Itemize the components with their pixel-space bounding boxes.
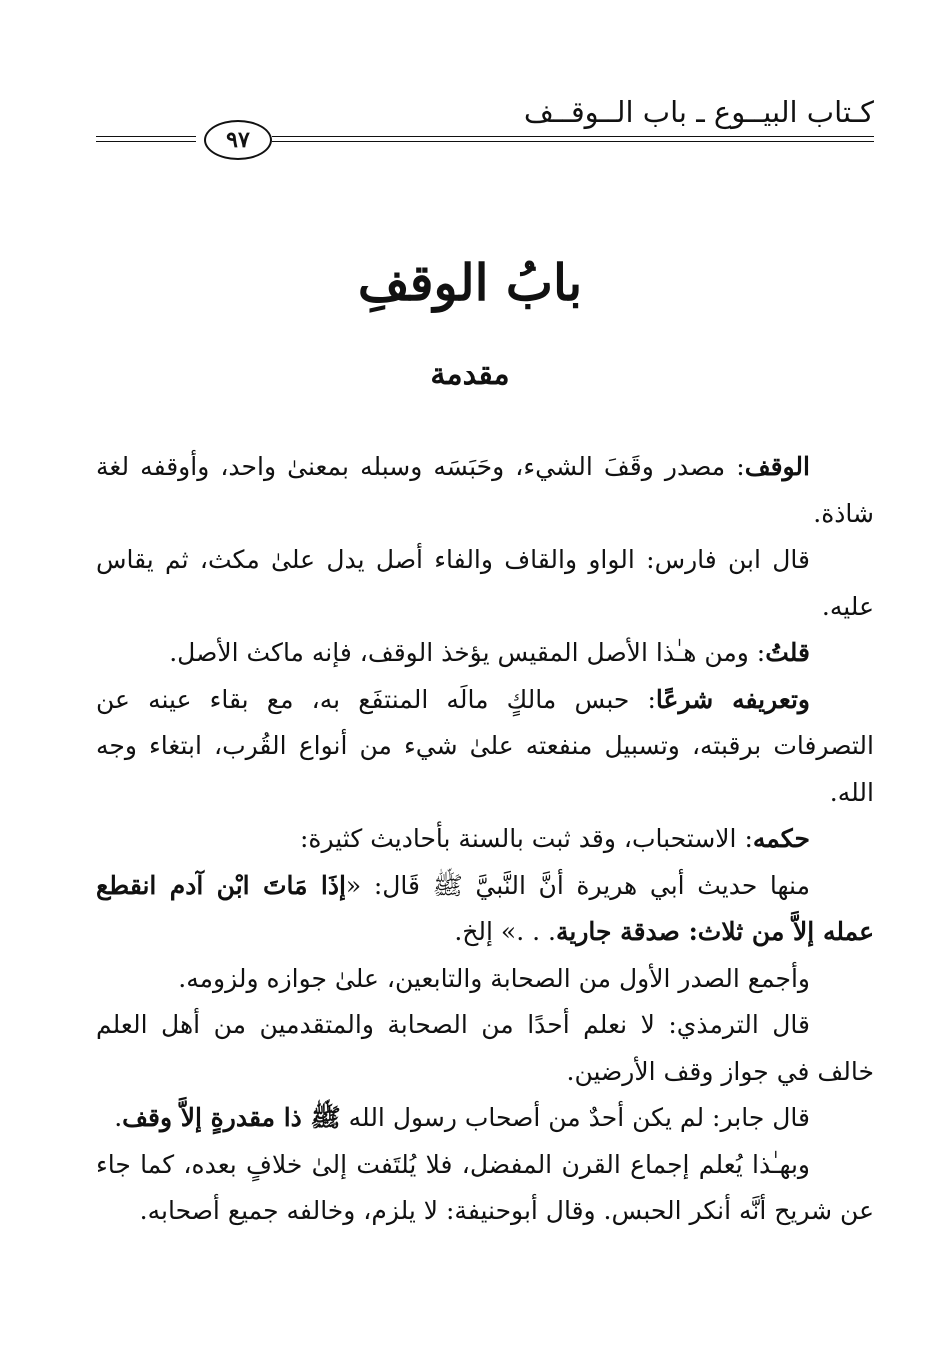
chapter-title: بابُ الوقفِ <box>357 253 583 312</box>
hadith-quote: ﷺ ذا مقدرةٍ إلاَّ وقف <box>122 1103 341 1132</box>
paragraph <box>96 1142 874 1235</box>
paragraph-text: قال الترمذي: لا نعلم أحدًا من الصحابة والمتقدمين من أهل العلم خالف في جواز وقف الأرضين. <box>96 1010 874 1086</box>
term-lead: قلتُ <box>765 638 810 667</box>
paragraph <box>96 444 874 537</box>
paragraph <box>96 1002 874 1095</box>
paragraph-text: قال جابر: لم يكن أحدٌ من أصحاب رسول الله <box>340 1103 810 1132</box>
term-lead: الوقف <box>744 452 810 481</box>
page-number: ٩٧ <box>204 120 272 160</box>
page-header <box>96 92 874 152</box>
paragraph-text: : ومن هـٰذا الأصل المقيس يؤخذ الوقف، فإنه ماكث الأصل. <box>169 638 766 667</box>
paragraph-text: . . .» إلخ. <box>454 917 556 946</box>
paragraph-text: : الاستحباب، وقد ثبت بالسنة بأحاديث كثيرة: <box>299 824 753 853</box>
paragraph-text: قال ابن فارس: الواو والقاف والفاء أصل يدل علىٰ مكث، ثم يقاس عليه. <box>96 545 874 621</box>
header-rule <box>272 136 874 142</box>
body-text <box>96 444 874 1235</box>
paragraph <box>96 1095 874 1142</box>
paragraph <box>96 863 874 956</box>
header-rule <box>96 136 196 142</box>
section-title: مقدمة <box>430 357 510 392</box>
paragraph-text: وبهـٰذا يُعلم إجماع القرن المفضل، فلا يُلتَفت إلىٰ خلافٍ بعده، كما جاء عن شريح أنَّه أنكر الحبس. وقال أبوحنيفة: لا يلزم، وخالفه جميع أصحابه. <box>96 1149 874 1225</box>
paragraph-text: وأجمع الصدر الأول من الصحابة والتابعين، علىٰ جوازه ولزومه. <box>178 963 810 993</box>
paragraph <box>96 677 874 817</box>
term-lead: وتعريفه شرعًا <box>655 684 811 714</box>
paragraph-text: . <box>114 1103 123 1132</box>
paragraph-text: : حبس مالكٍ مالَه المنتفَع به، مع بقاء عينه عن التصرفات برقبته، وتسبيل منفعته علىٰ شيء من أنواع القُرب، ابتغاء وجه الله. <box>96 684 874 807</box>
paragraph <box>96 537 874 630</box>
paragraph-text: منها حديث أبي هريرة أنَّ النَّبيَّ ﷺ قَال: « <box>345 870 810 900</box>
running-title: كـتاب البيــوع ـ باب الــوقــف <box>523 95 874 129</box>
paragraph <box>96 816 874 863</box>
hadith-quote: إذَا مَاتَ ابْن آدم انقطع عمله إلاَّ من ثلاث: صدقة جارية <box>96 870 874 946</box>
term-lead: حكمه <box>752 824 810 853</box>
paragraph-text: : مصدر وقَفَ الشيء، وحَبَسَه وسبله بمعنىٰ واحد، وأوقفه لغة شاذة. <box>96 452 874 528</box>
paragraph <box>96 630 874 677</box>
paragraph <box>96 956 874 1003</box>
